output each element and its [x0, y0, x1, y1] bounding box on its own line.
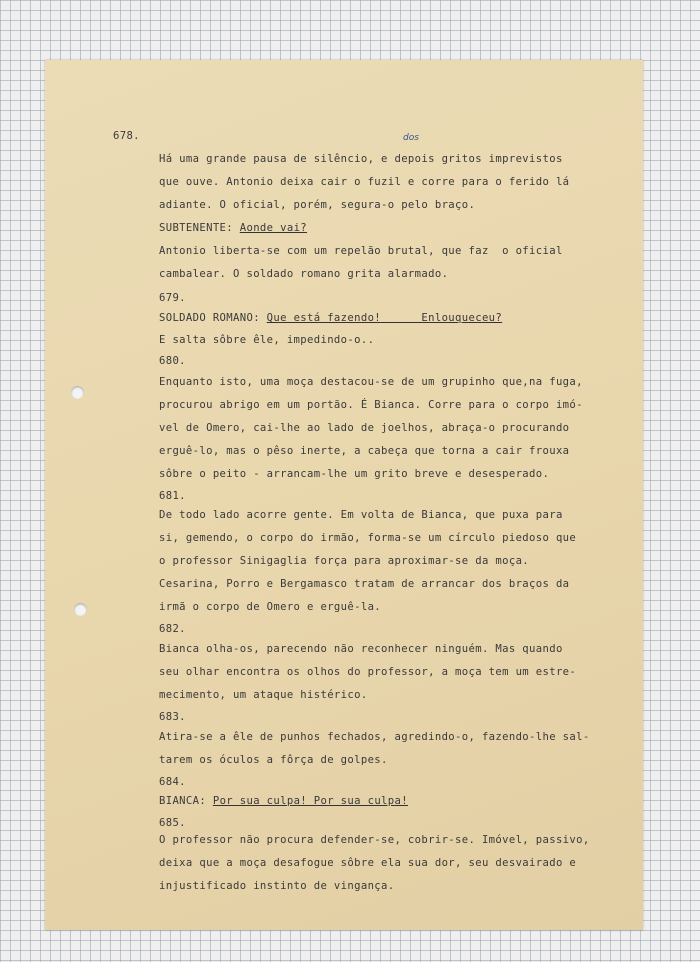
text-line: adiante. O oficial, porém, segura-o pelo braço. — [159, 199, 476, 211]
text-line: Enquanto isto, uma moça destacou-se de um grupinho que,na fuga, — [159, 376, 583, 388]
text-line: procurou abrigo em um portão. É Bianca. Corre para o corpo imó- — [159, 399, 583, 411]
text-line: injustificado instinto de vingança. — [159, 880, 395, 892]
speaker: BIANCA: — [159, 795, 207, 807]
text-line: deixa que a moça desafogue sôbre ela sua dor, seu desvairado e — [159, 857, 577, 869]
handwritten-insert: dos — [403, 133, 419, 143]
scene-number: 684. — [159, 776, 186, 788]
text-line: Atira-se a êle de punhos fechados, agredindo-o, fazendo-lhe sal- — [159, 731, 590, 743]
text-line: si, gemendo, o corpo do irmão, forma-se um círculo piedoso que — [159, 532, 577, 544]
speech-line — [159, 795, 408, 807]
text-line: Há uma grande pausa de silêncio, e depois gritos imprevistos — [159, 153, 563, 165]
text-line: De todo lado acorre gente. Em volta de Bianca, que puxa para — [159, 509, 563, 521]
text-line: Cesarina, Porro e Bergamasco tratam de arrancar dos braços da — [159, 578, 570, 590]
text-line: sôbre o peito - arrancam-lhe um grito breve e desesperado. — [159, 468, 550, 480]
speaker: SUBTENENTE: — [159, 222, 234, 234]
speech: Que está fazendo! Enlouqueceu? — [266, 312, 503, 324]
scene-number: 683. — [159, 711, 186, 723]
speaker: SOLDADO ROMANO: — [159, 312, 260, 324]
scene-number: 680. — [159, 355, 186, 367]
binder-hole-top — [71, 386, 84, 399]
text-line: mecimento, um ataque histérico. — [159, 689, 368, 701]
text-line: seu olhar encontra os olhos do professor, a moça tem um estre- — [159, 666, 577, 678]
scene-number: 682. — [159, 623, 186, 635]
text-line: E salta sôbre êle, impedindo-o.. — [159, 334, 375, 346]
text-line: Bianca olha-os, parecendo não reconhecer ninguém. Mas quando — [159, 643, 563, 655]
text-line: o professor Sinigaglia força para aproximar-se da moça. — [159, 555, 530, 567]
text-line: Antonio liberta-se com um repelão brutal, que faz o oficial — [159, 245, 563, 257]
text-line: irmã o corpo de Omero e erguê-la. — [159, 601, 382, 613]
speech-line — [159, 312, 502, 324]
text-line: erguê-lo, mas o pêso inerte, a cabeça que torna a cair frouxa — [159, 445, 570, 457]
scene-number: 679. — [159, 292, 186, 304]
text-line: O professor não procura defender-se, cobrir-se. Imóvel, passivo, — [159, 834, 590, 846]
speech: Por sua culpa! Por sua culpa! — [212, 795, 408, 807]
binder-hole-bottom — [74, 603, 87, 616]
scene-number: 685. — [159, 817, 186, 829]
speech-line — [159, 222, 307, 234]
text-line: vel de Omero, cai-lhe ao lado de joelhos, abraça-o procurando — [159, 422, 570, 434]
scene-number: 681. — [159, 490, 186, 502]
text-line: cambalear. O soldado romano grita alarmado. — [159, 268, 449, 280]
text-line: que ouve. Antonio deixa cair o fuzil e corre para o ferido lá — [159, 176, 570, 188]
text-line: tarem os óculos a fôrça de golpes. — [159, 754, 388, 766]
scene-number: 678. — [113, 130, 140, 142]
speech: Aonde vai? — [239, 222, 308, 234]
